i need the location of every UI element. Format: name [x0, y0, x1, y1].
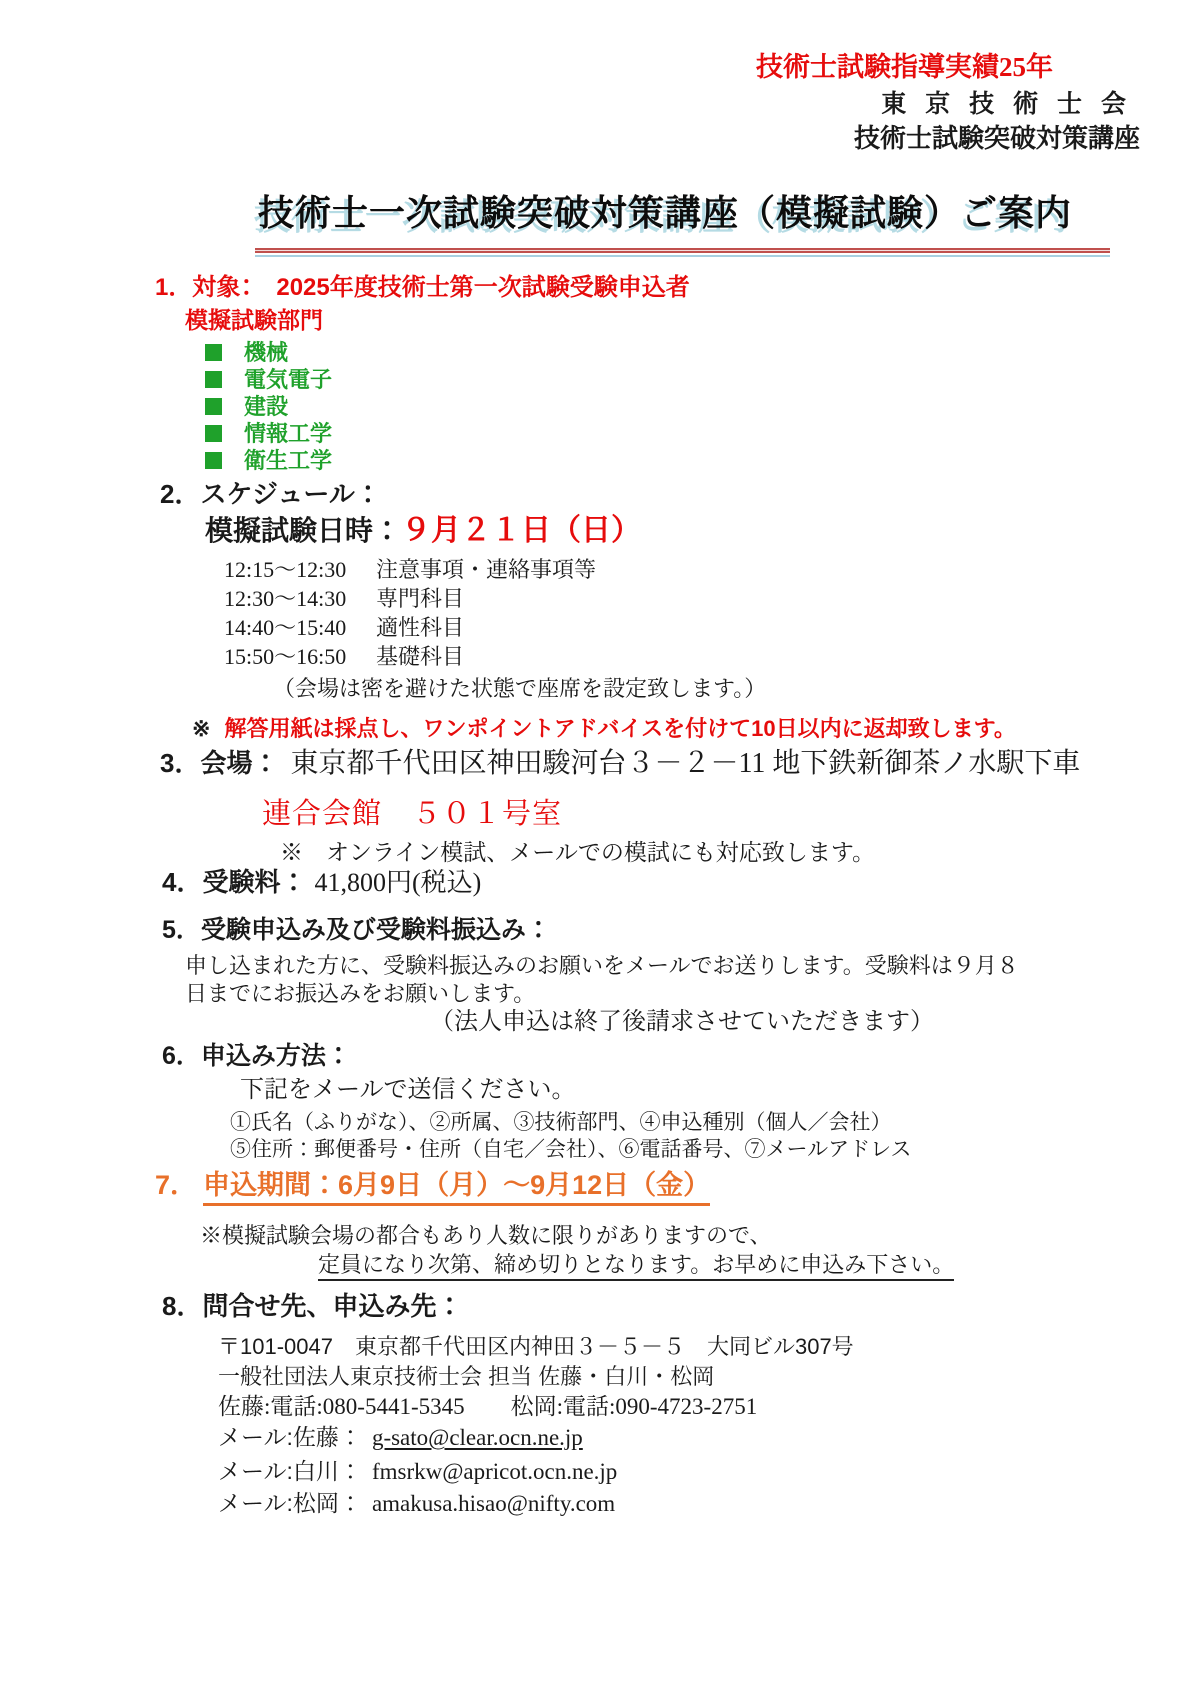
section1-heading: 1．対象： 2025年度技術士第一次試験受験申込者 [155, 274, 690, 301]
venue-address: 東京都千代田区神田駿河台３－２－11 地下鉄新御茶ノ水駅下車 [290, 748, 1081, 779]
department-label: 衛生工学 [244, 448, 333, 473]
title-underline-rule [255, 248, 1110, 257]
application-item-1: ①氏名（ふりがな）、②所属、③技術部門、④申込種別（個人／会社） [230, 1111, 892, 1134]
department-item [205, 340, 288, 365]
email-value-shirakawa: fmsrkw@apricot.ocn.ne.jp [371, 1459, 618, 1484]
schedule-time: 12:30～14:30 [224, 586, 347, 611]
section3-heading-line [160, 748, 1080, 780]
square-bullet-icon [205, 425, 222, 442]
section1-subheading: 模擬試験部門 [185, 307, 323, 333]
contact-postal-address: 〒101-0047 東京都千代田区内神田３－５－５ 大同ビル307号 [218, 1334, 854, 1359]
email-value-matsuoka: amakusa.hisao@nifty.com [371, 1491, 616, 1516]
exam-date-value: ９月２１日（日） [401, 514, 642, 547]
header-achievement: 技術士試験指導実績25年 [756, 52, 1053, 82]
department-item [205, 448, 332, 473]
schedule-subject: 専門科目 [376, 586, 465, 611]
department-item [205, 421, 332, 446]
reference-mark: ※ [192, 716, 211, 741]
seat-arrangement-note: （会場は密を避けた状態で座席を設定致します。） [273, 676, 767, 701]
schedule-subject: 適性科目 [376, 615, 465, 640]
section2-heading: 2．スケジュール： [160, 479, 381, 509]
exam-fee: 41,800円(税込) [314, 868, 482, 897]
header-course: 技術士試験突破対策講座 [853, 123, 1140, 153]
exam-date-label: 模擬試験日時： [205, 515, 402, 546]
schedule-subject: 基礎科目 [376, 644, 465, 669]
grading-note: 解答用紙は採点し、ワンポイントアドバイスを付けて10日以内に返却致します。 [224, 716, 1016, 741]
section7-number: 7． [155, 1170, 198, 1200]
application-period-line [155, 1170, 710, 1206]
capacity-note-line1: ※模擬試験会場の都合もあり人数に限りがありますので、 [200, 1223, 772, 1248]
square-bullet-icon [205, 371, 222, 388]
schedule-time: 14:40～15:40 [224, 615, 347, 640]
schedule-row [224, 557, 596, 582]
page-title: 技術士一次試験突破対策講座（模擬試験）ご案内 [258, 192, 1073, 233]
section4-heading-line [162, 868, 481, 898]
contact-organization: 一般社団法人東京技術士会 担当 佐藤・白川・松岡 [218, 1364, 715, 1389]
department-item [205, 367, 332, 392]
department-label: 機械 [244, 340, 289, 365]
venue-room: 連合会館 ５０１号室 [262, 798, 563, 830]
payment-body-line2: 日までにお振込みをお願いします。 [185, 981, 536, 1006]
section5-heading: 5．受験申込み及び受験料振込み： [162, 916, 551, 944]
grading-note-line [192, 716, 1016, 741]
contact-phone-line: 佐藤:電話:080-5441-5345 松岡:電話:090-4723-2751 [218, 1394, 758, 1419]
square-bullet-icon [205, 452, 222, 469]
department-label: 建設 [244, 394, 289, 419]
exam-date-line [205, 514, 641, 549]
department-label: 情報工学 [244, 421, 333, 446]
email-link-sato[interactable]: g-sato@clear.ocn.ne.jp [371, 1425, 583, 1450]
section3-heading: 3．会場： [160, 748, 279, 778]
schedule-subject: 注意事項・連絡事項等 [376, 557, 597, 582]
corporate-application-note: （法人申込は終了後請求させていただきます） [430, 1009, 934, 1035]
section6-heading: 6．申込み方法： [162, 1042, 351, 1070]
schedule-time: 12:15～12:30 [224, 557, 347, 582]
email-label-sato: メール:佐藤： [218, 1424, 362, 1450]
email-label-matsuoka: メール:松岡： [218, 1490, 362, 1516]
email-label-shirakawa: メール:白川： [218, 1458, 362, 1484]
schedule-row [224, 586, 464, 611]
application-instruction: 下記をメールで送信ください。 [240, 1077, 576, 1103]
department-item [205, 394, 288, 419]
square-bullet-icon [205, 398, 222, 415]
square-bullet-icon [205, 344, 222, 361]
contact-email-row [218, 1458, 617, 1485]
application-item-2: ⑤住所：郵便番号・住所（自宅／会社）、⑥電話番号、⑦メールアドレス [230, 1138, 912, 1161]
schedule-row [224, 615, 464, 640]
section8-heading: 8．問合せ先、申込み先： [162, 1291, 463, 1321]
online-exam-note: ※ オンライン模試、メールでの模試にも対応致します。 [280, 840, 876, 865]
capacity-note-line2: 定員になり次第、締め切りとなります。お早めに申込み下さい。 [318, 1252, 954, 1281]
schedule-time: 15:50～16:50 [224, 644, 347, 669]
department-label: 電気電子 [244, 367, 333, 392]
schedule-row [224, 644, 464, 669]
contact-email-row [218, 1424, 583, 1451]
application-period: 申込期間：6月9日（月）～9月12日（金） [203, 1170, 710, 1206]
header-organization: 東 京 技 術 士 会 [881, 90, 1132, 118]
contact-email-row [218, 1490, 615, 1517]
payment-body-line1: 申し込まれた方に、受験料振込みのお願いをメールでお送りします。受験料は９月８ [185, 953, 1019, 978]
section4-heading: 4．受験料： [162, 867, 307, 897]
